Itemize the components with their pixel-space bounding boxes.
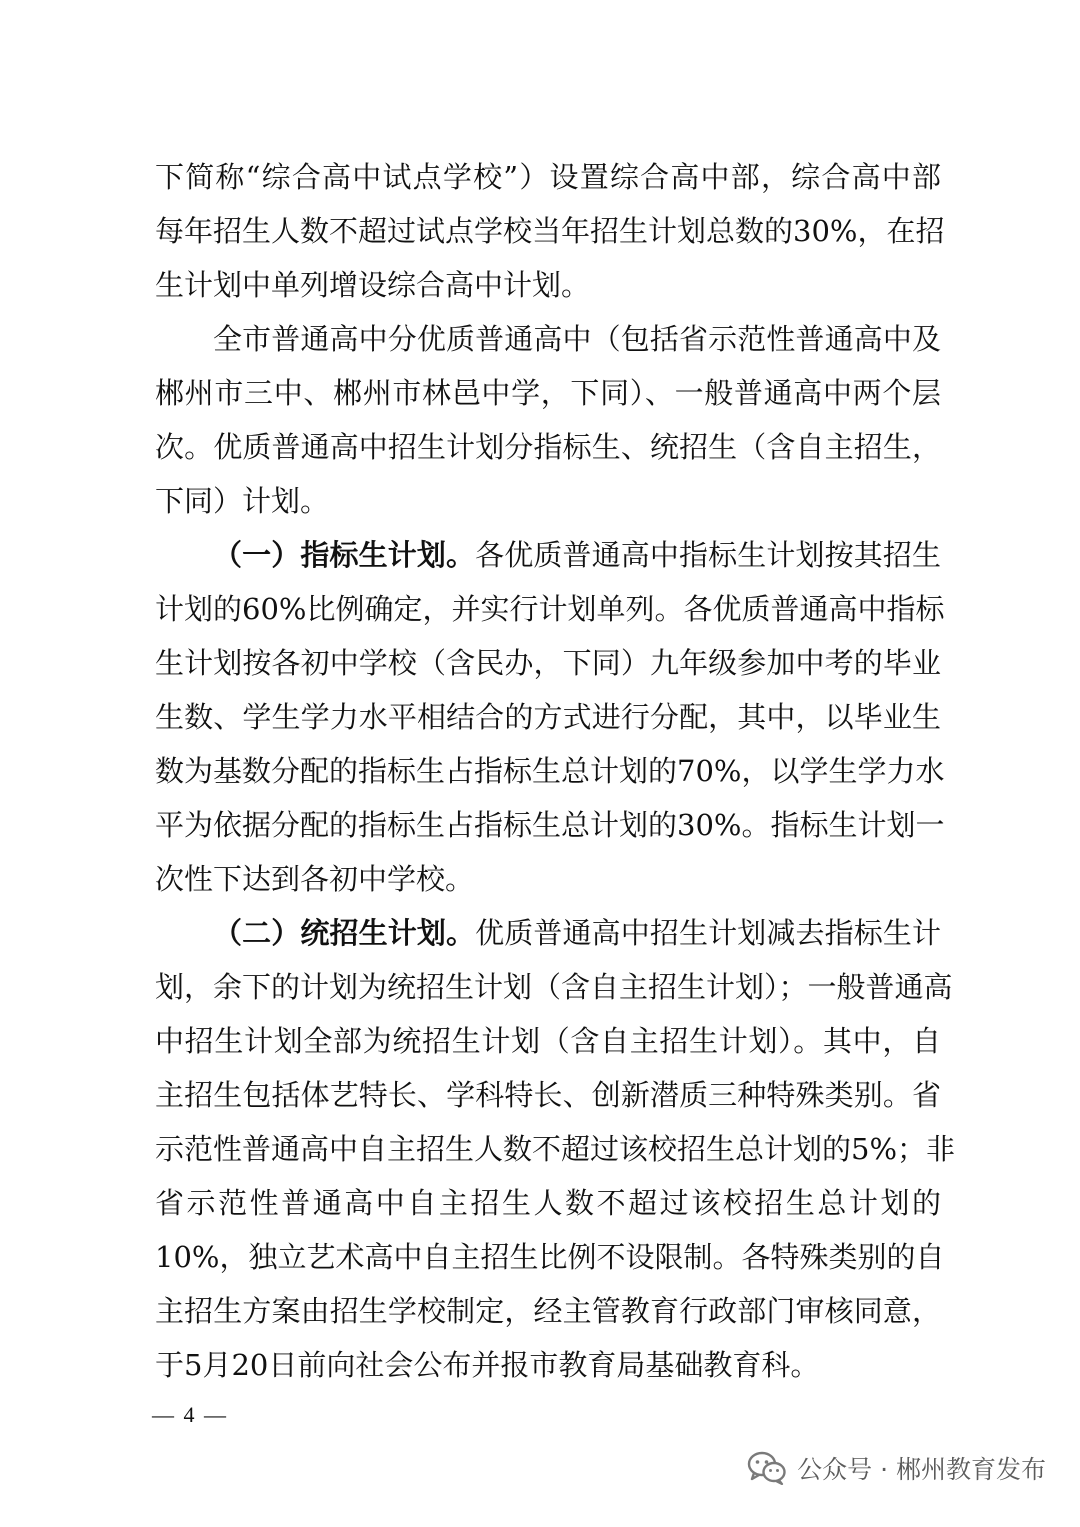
document-body [155, 150, 956, 1392]
text-line: 主招生包括体艺特长、学科特长、创新潜质三种特殊类别。省 [155, 1078, 941, 1112]
text-line: 省示范性普通高中自主招生人数不超过该校招生总计划的 [155, 1186, 941, 1220]
text-line: 每年招生人数不超过试点学校当年招生计划总数的30%，在招 [155, 214, 945, 248]
text-line: 下同）计划。 [155, 484, 330, 518]
text-line: 主招生方案由招生学校制定，经主管教育行政部门审核同意， [155, 1294, 941, 1328]
text-line: 次。优质普通高中招生计划分指标生、统招生（含自主招生， [155, 430, 941, 464]
text-line: 计划的60%比例确定，并实行计划单列。各优质普通高中指标 [155, 592, 945, 626]
wechat-icon [747, 1451, 787, 1485]
text-line: 全市普通高中分优质普通高中（包括省示范性普通高中及 [213, 322, 941, 356]
text-line: 10%，独立艺术高中自主招生比例不设限制。各特殊类别的自 [155, 1240, 945, 1274]
text-span: 优质普通高中招生计划减去指标生计 [475, 916, 941, 950]
text-line: 郴州市三中、郴州市林邑中学，下同）、一般普通高中两个层 [155, 376, 941, 410]
text-span: 各优质普通高中指标生计划按其招生 [475, 538, 941, 572]
watermark-label: 公众号 · 郴州教育发布 [797, 1455, 1046, 1484]
text-line: 划，余下的计划为统招生计划（含自主招生计划）；一般普通高 [155, 970, 953, 1004]
text-line: 中招生计划全部为统招生计划（含自主招生计划）。其中，自 [155, 1024, 941, 1058]
text-line: 次性下达到各初中学校。 [155, 862, 475, 896]
text-line: 下简称“综合高中试点学校”）设置综合高中部，综合高中部 [155, 160, 941, 194]
text-line: 平为依据分配的指标生占指标生总计划的30%。指标生计划一 [155, 808, 945, 842]
text-line: 生计划中单列增设综合高中计划。 [155, 268, 591, 302]
text-line: 生计划按各初中学校（含民办，下同）九年级参加中考的毕业 [155, 646, 941, 680]
text-line [155, 906, 941, 960]
text-line: 于5月20日前向社会公布并报市教育局基础教育科。 [155, 1348, 820, 1382]
page-number: — 4 — [152, 1402, 228, 1427]
text-line: 示范性普通高中自主招生人数不超过该校招生总计划的5%；非 [155, 1132, 956, 1166]
watermark [747, 1448, 1046, 1488]
section-heading-2: （二）统招生计划。 [213, 916, 476, 950]
text-line: 数为基数分配的指标生占指标生总计划的70%，以学生学力水 [155, 754, 945, 788]
text-line [155, 528, 941, 582]
section-heading-1: （一）指标生计划。 [213, 538, 476, 572]
text-line: 生数、学生学力水平相结合的方式进行分配，其中，以毕业生 [155, 700, 941, 734]
